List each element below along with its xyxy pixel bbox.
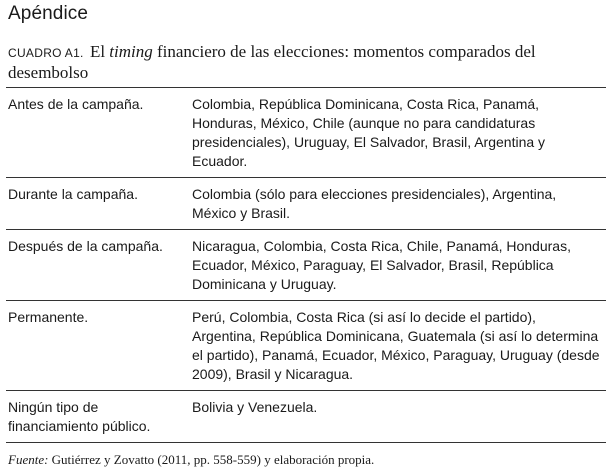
moment-cell: Después de la campaña. (8, 238, 163, 254)
table-row (6, 391, 606, 443)
source-text: Gutiérrez y Zovatto (2011, pp. 558-559) y elaboración propia. (48, 452, 375, 467)
countries-cell: Colombia (sólo para elecciones presidenciales), Argentina, México y Brasil. (192, 186, 557, 221)
moment-cell: Ningún tipo de financiamiento público. (8, 399, 151, 434)
source-label: Fuente: (8, 452, 49, 467)
table-row (6, 230, 606, 301)
countries-cell: Perú, Colombia, Costa Rica (si así lo decide el partido), Argentina, República Dominicana, Guatemala (si así lo determina el partido), Panamá, Ecuador, México, Paraguay, Uruguay (desde 2009), Brasil y Nicaragua. (192, 309, 600, 382)
timing-table (6, 87, 606, 443)
moment-cell: Antes de la campaña. (8, 96, 144, 112)
table-caption (8, 42, 598, 83)
countries-cell: Colombia, República Dominicana, Costa Rica, Panamá, Honduras, México, Chile (aunque no para candidaturas presidenciales), Uruguay, El Salvador, Brasil, Argentina y Ecuador. (192, 96, 546, 169)
caption-title-pre: El (89, 42, 110, 61)
countries-cell: Nicaragua, Colombia, Costa Rica, Chile, Panamá, Honduras, Ecuador, México, Paraguay, El Salvador, Brasil, República Dominicana y Uruguay. (192, 238, 571, 292)
source-note (8, 452, 374, 468)
moment-cell: Durante la campaña. (8, 186, 138, 202)
caption-label: CUADRO A1. (8, 46, 84, 60)
moment-cell: Permanente. (8, 309, 89, 325)
table-row (6, 301, 606, 391)
caption-title-post: financiero de las elecciones: momentos comparados del desembolso (8, 42, 536, 82)
countries-cell: Bolivia y Venezuela. (192, 399, 318, 415)
table-row (6, 178, 606, 230)
caption-title-italic: timing (109, 42, 153, 61)
appendix-heading: Apéndice (8, 3, 89, 24)
table-row (6, 88, 606, 178)
